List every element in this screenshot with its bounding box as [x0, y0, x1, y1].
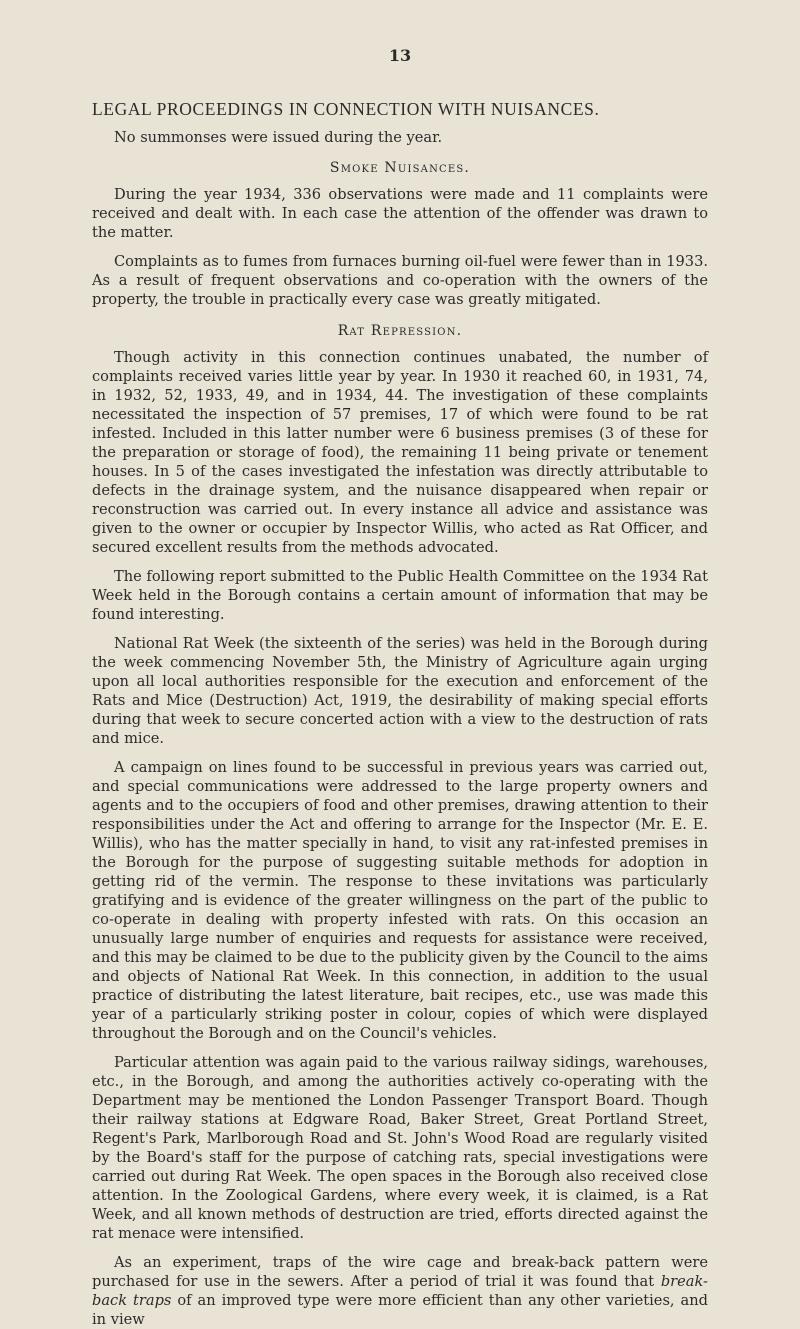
page-number: 13 — [388, 46, 412, 65]
rat-repression-heading: Rat Repression. — [337, 323, 463, 339]
smoke-paragraph-1: During the year 1934, 336 observations were made and 11 complaints were received and dealt with. In each case the attention of the offender was drawn to the matter. — [92, 186, 708, 241]
rat-paragraph-5: Particular attention was again paid to the various railway sidings, warehouses, etc., in the Borough, and among the authorities actively co-operating with the Department may be mentioned the London Passenger Transport Board. Though their railway stations at Edgware Road, Baker Street, Great Portland Street, Regent's Park, Marlborough Road and St. John's Wood Road are regularly visited by the Board's staff for the purpose of catching rats, special investigations were carried out during Rat Week. The open spaces in the Borough also received close attention. In the Zoological Gardens, where every week, it is claimed, is a Rat Week, and all known methods of destruction are tried, efforts directed against the rat menace were intensified. — [92, 1054, 708, 1242]
smoke-paragraph-2: Complaints as to fumes from furnaces burning oil-fuel were fewer than in 1933. As a result of frequent observations and co-operation with the owners of the property, the trouble in practically every case was greatly mitigated. — [92, 253, 708, 308]
main-heading: LEGAL PROCEEDINGS IN CONNECTION WITH NUISANCES. — [92, 99, 600, 119]
rat-paragraph-1: Though activity in this connection continues unabated, the number of complaints received varies little year by year. In 1930 it reached 60, in 1931, 74, in 1932, 52, 1933, 49, and in 1934, 44. The investigation of these complaints necessitated the inspection of 57 premises, 17 of which were found to be rat infested. Included in this latter number were 6 business premises (3 of these for the preparation or storage of food), the remaining 11 being private or tenement houses. In 5 of the cases investigated the infestation was directly attributable to defects in the drainage system, and the nuisance disappeared when repair or reconstruction was carried out. In every instance all advice and assistance was given to the owner or occupier by Inspector Willis, who acted as Rat Officer, and secured excellent results from the methods advocated. — [92, 349, 708, 556]
smoke-nuisances-heading: Smoke Nuisances. — [329, 160, 471, 176]
rat-paragraph-6-start: As an experiment, traps of the wire cage and break-back pattern were purchased for use in the sewers. After a period of trial it was found that — [92, 1254, 708, 1290]
rat-paragraph-2: The following report submitted to the Public Health Committee on the 1934 Rat Week held in the Borough contains a certain amount of information that may be found interesting. — [92, 568, 708, 623]
intro-paragraph: No summonses were issued during the year. — [114, 129, 443, 146]
break-back-traps-emphasis: break-back traps — [92, 1273, 708, 1309]
rat-paragraph-6-end: of an improved type were more efficient than any other varieties, and in view — [92, 1292, 708, 1328]
rat-paragraph-4: A campaign on lines found to be successful in previous years was carried out, and special communications were addressed to the large property owners and agents and to the occupiers of food and other premises, drawing attention to their responsibilities under the Act and offering to arrange for the Inspector (Mr. E. E. Willis), who has the matter specially in hand, to visit any rat-infested premises in the Borough for the purpose of suggesting suitable methods for adoption in getting rid of the vermin. The response to these invitations was particularly gratifying and is evidence of the greater willingness on the part of the public to co-operate in dealing with property infested with rats. On this occasion an unusually large number of enquiries and requests for assistance were received, and this may be claimed to be due to the publicity given by the Council to the aims and objects of National Rat Week. In this connection, in addition to the usual practice of distributing the latest literature, bait recipes, etc., use was made this year of a particularly striking poster in colour, copies of which were displayed throughout the Borough and on the Council's vehicles. — [92, 759, 708, 1042]
rat-paragraph-3: National Rat Week (the sixteenth of the series) was held in the Borough during the week commencing November 5th, the Ministry of Agriculture again urging upon all local authorities responsible for the execution and enforcement of the Rats and Mice (Destruction) Act, 1919, the desirability of making special efforts during that week to secure concerted action with a view to the destruction of rats and mice. — [92, 635, 708, 747]
rat-paragraph-6 — [92, 1253, 708, 1329]
